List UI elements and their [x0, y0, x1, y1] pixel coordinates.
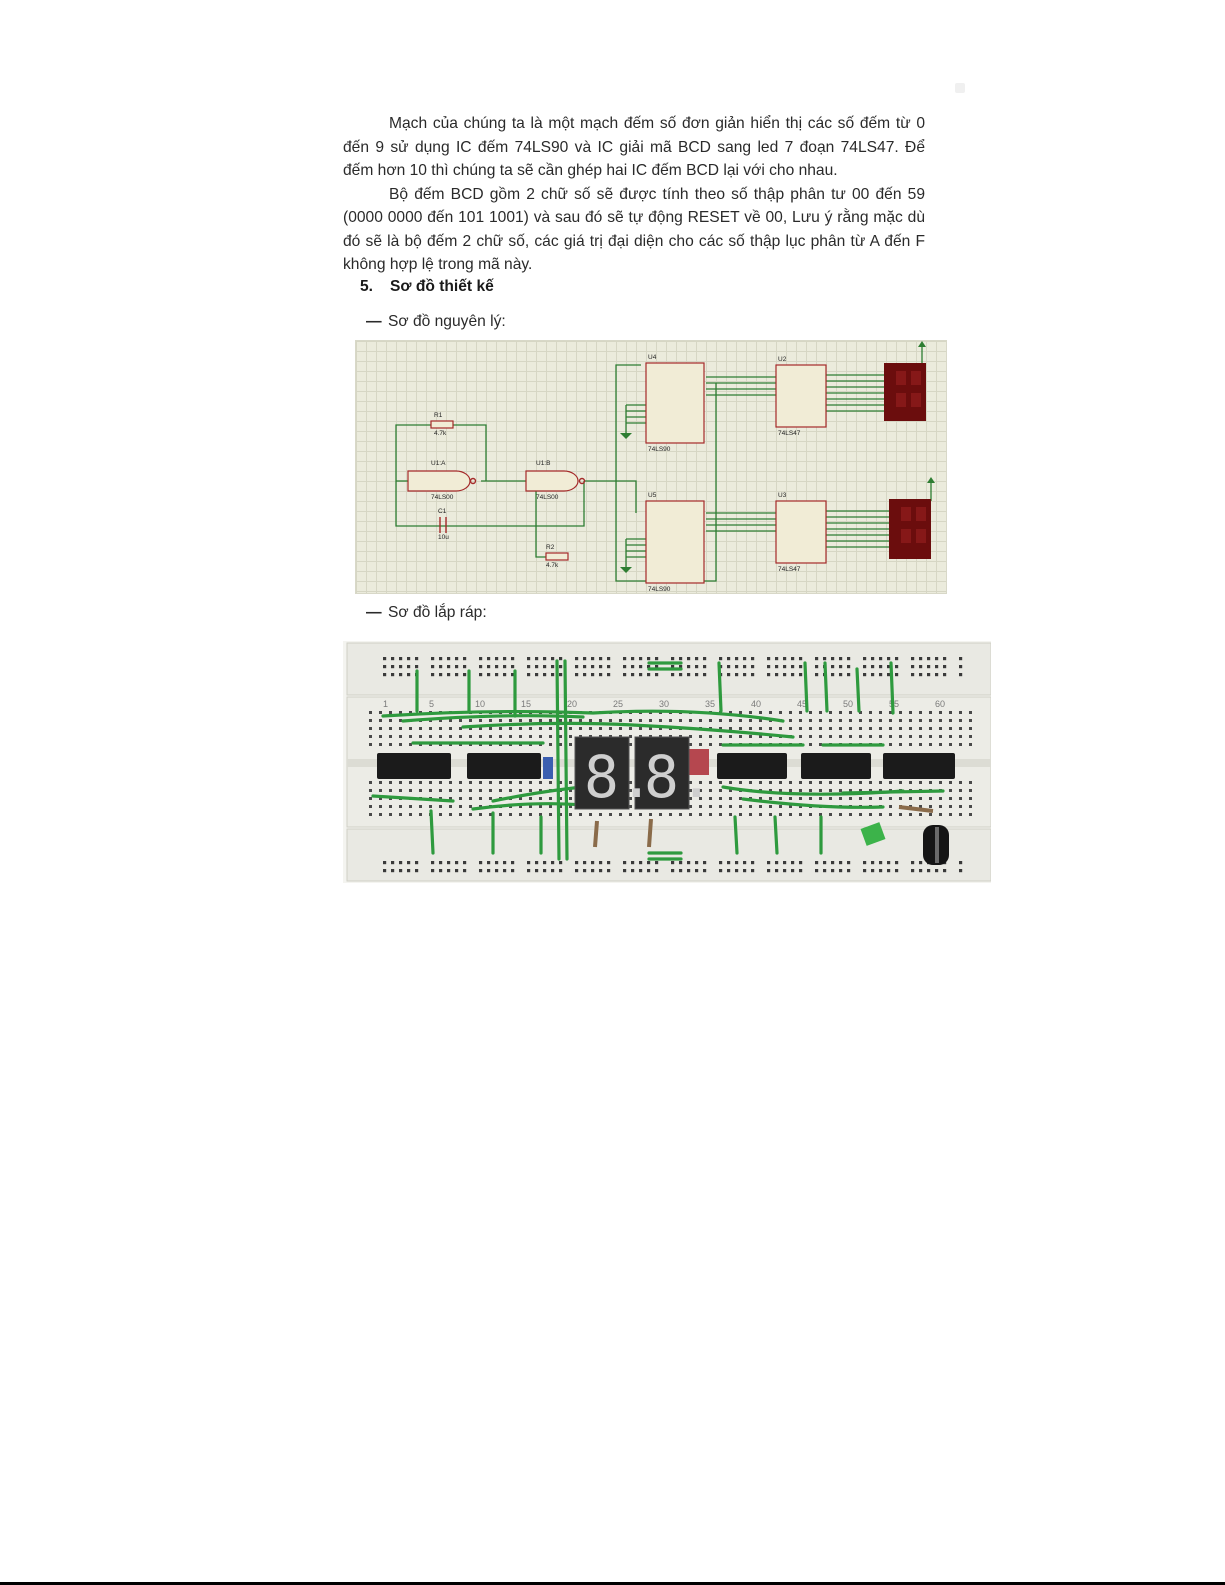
label-r1-value: 4.7k [434, 430, 447, 437]
body-text [343, 112, 925, 277]
column-number: 50 [843, 699, 854, 709]
label-u1a: U1:A [431, 460, 446, 467]
column-number: 10 [475, 699, 486, 709]
bullet-assembly [366, 604, 487, 622]
label-u4-part: 74LS90 [648, 446, 671, 453]
breadboard-svg [343, 641, 991, 883]
column-number: 35 [705, 699, 716, 709]
label-u5: U5 [648, 492, 657, 499]
paragraph-2: Bộ đếm BCD gồm 2 chữ số sẽ được tính theo số thập phân tư 00 đến 59 (0000 0000 đến 101 1001) và sau đó sẽ tự động RESET về 00, Lưu ý rằng mặc dù đó sẽ là bộ đếm 2 chữ số, các giá trị đại diện cho các số thập lục phân từ A đến F không hợp lệ trong mã này. [343, 185, 925, 273]
column-number: 45 [797, 699, 808, 709]
label-r2: R2 [546, 544, 555, 551]
corner-mark [955, 83, 965, 93]
label-u3-part: 74LS47 [778, 566, 801, 573]
label-c1-value: 10u [438, 534, 449, 541]
label-c1: C1 [438, 508, 447, 515]
bullet-schematic-label: Sơ đồ nguyên lý: [388, 313, 506, 330]
section-number: 5. [360, 278, 374, 295]
column-number: 25 [613, 699, 624, 709]
schematic-diagram [355, 340, 947, 594]
bullet-schematic [366, 313, 506, 331]
label-u4: U4 [648, 354, 657, 361]
column-number: 30 [659, 699, 670, 709]
column-number: 40 [751, 699, 762, 709]
label-u3: U3 [778, 492, 787, 499]
column-number: 1 [383, 699, 389, 709]
label-u5-part: 74LS90 [648, 586, 671, 593]
column-number: 20 [567, 699, 578, 709]
display-digit-1: 8. [584, 743, 654, 811]
label-u1b: U1:B [536, 460, 551, 467]
label-r1: R1 [434, 412, 443, 419]
label-r2-value: 4.7k [546, 562, 559, 569]
breadboard-photo [343, 641, 991, 883]
column-number: 55 [889, 699, 900, 709]
label-u2-part: 74LS47 [778, 430, 801, 437]
schematic-svg [356, 341, 946, 593]
display-digit-2: 8. [644, 743, 714, 811]
dash-icon: — [366, 604, 382, 621]
bullet-assembly-label: Sơ đồ lắp ráp: [388, 604, 487, 621]
label-u1a-part: 74LS00 [431, 494, 454, 501]
section-heading [360, 278, 494, 296]
paragraph-1: Mạch của chúng ta là một mạch đếm số đơn giản hiển thị các số đếm từ 0 đến 9 sử dụng IC đếm 74LS90 và IC giải mã BCD sang led 7 đoạn 74LS47. Để đếm hơn 10 thì chúng ta sẽ cần ghép hai IC đếm BCD lại với cho nhau. [343, 115, 925, 179]
column-number: 60 [935, 699, 946, 709]
column-number: 15 [521, 699, 532, 709]
label-u1b-part: 74LS00 [536, 494, 559, 501]
section-title: Sơ đồ thiết kế [390, 278, 494, 295]
label-u2: U2 [778, 356, 787, 363]
column-number: 5 [429, 699, 435, 709]
dash-icon: — [366, 313, 382, 330]
